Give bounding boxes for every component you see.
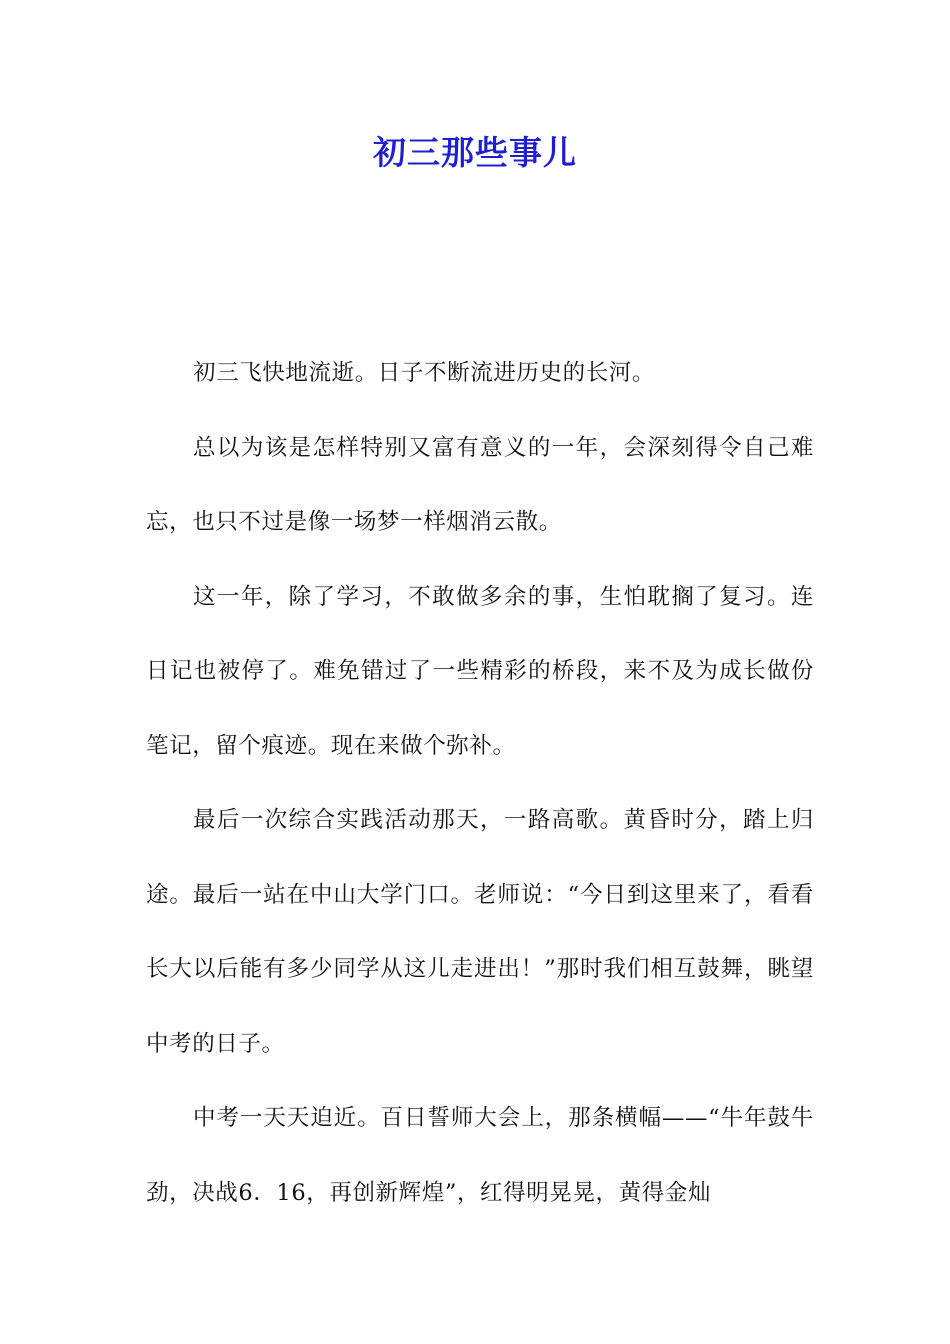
document-body bbox=[146, 336, 814, 1230]
paragraph: 最后一次综合实践活动那天，一路高歌。黄昏时分，踏上归途。最后一站在中山大学门口。老师说：“今日到这里来了，看看长大以后能有多少同学从这儿走进出！”那时我们相互鼓舞，眺望中考的日子。 bbox=[146, 807, 814, 1057]
document-title: 初三那些事儿 bbox=[373, 133, 577, 172]
paragraph: 总以为该是怎样特别又富有意义的一年，会深刻得令自己难忘，也只不过是像一场梦一样烟消云散。 bbox=[146, 434, 814, 535]
paragraph: 这一年，除了学习，不敢做多余的事，生怕耽搁了复习。连日记也被停了。难免错过了一些精彩的桥段，来不及为成长做份笔记，留个痕迹。现在来做个弥补。 bbox=[146, 583, 814, 759]
paragraph: 初三飞快地流逝。日子不断流进历史的长河。 bbox=[193, 360, 656, 386]
paragraph: 中考一天天迫近。百日誓师大会上，那条横幅——“牛年鼓牛劲，决战6．16，再创新辉煌”，红得明晃晃，黄得金灿 bbox=[146, 1105, 814, 1206]
